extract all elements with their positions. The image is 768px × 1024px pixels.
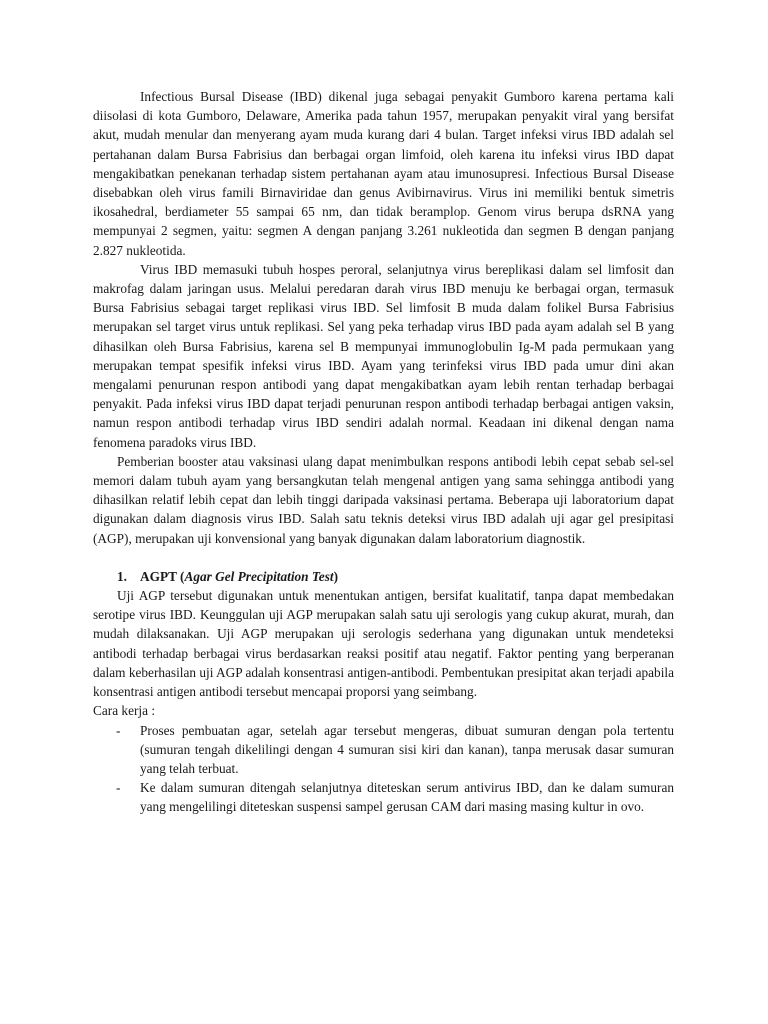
section-title-italic: Agar Gel Precipitation Test: [184, 568, 334, 584]
paragraph-ibd-infection: Virus IBD memasuki tubuh hospes peroral, selanjutnya virus bereplikasi dalam sel limfosit dan makrofag dalam jaringan usus. Melalui peredaran darah virus IBD menuju ke berbagai organ, termasuk Bursa Fabrisius sebagai target replikasi virus IBD. Sel limfosit B muda dalam folikel Bursa Fabrisius merupakan sel target virus untuk replikasi. Sel yang peka terhadap virus IBD pada ayam adalah sel B yang dihasilkan oleh Bursa Fabrisius, karena sel B mempunyai immunoglobulin Ig-M pada permukaan yang merupakan tempat spesifik infeksi virus IBD. Ayam yang terinfeksi virus IBD pada umur dini akan mengalami penurunan respon antibodi yang dapat mengakibatkan ayam lebih rentan terhadap berbagai penyakit. Pada infeksi virus IBD dapat terjadi penurunan respon antibodi terhadap berbagai antigen vaksin, namun respon antibodi terhadap virus IBD sendiri adalah normal. Keadaan ini dikenal dengan nama fenomena paradoks virus IBD.: [93, 261, 674, 450]
list-item-text: Ke dalam sumuran ditengah selanjutnya diteteskan serum antivirus IBD, dan ke dalam sumuran yang mengelilingi diteteskan suspensi sampel gerusan CAM dari masing masing kultur in ovo.: [140, 780, 674, 815]
section-title-open: (: [176, 568, 185, 584]
procedure-label: Cara kerja :: [93, 703, 156, 719]
list-item: [93, 778, 674, 816]
list-item: [93, 721, 674, 779]
spacer: [93, 548, 674, 567]
section-title: AGPT: [140, 568, 177, 584]
paragraph-ibd-intro: Infectious Bursal Disease (IBD) dikenal juga sebagai penyakit Gumboro karena pertama kali diisolasi di kota Gumboro, Delaware, Amerika pada tahun 1957, merupakan penyakit viral yang bersifat akut, mudah menular dan menyerang ayam muda kurang dari 4 bulan. Target infeksi virus IBD adalah sel pertahanan dalam Bursa Fabrisius dan berbagai organ limfoid, oleh karena itu infeksi virus IBD dapat mengakibatkan penekanan terhadap sistem pertahanan ayam atau imunosupresi. Infectious Bursal Disease disebabkan oleh virus famili Birnaviridae dan genus Avibirnavirus. Virus ini memiliki bentuk simetris ikosahedral, berdiameter 55 sampai 65 nm, dan tidak beramplop. Genom virus berupa dsRNA yang mempunyai 2 segmen, yaitu: segmen A dengan panjang 3.261 nukleotida dan segmen B dengan panjang 2.827 nukleotida.: [93, 89, 674, 258]
paragraph-booster: Pemberian booster atau vaksinasi ulang dapat menimbulkan respons antibodi lebih cepat sebab sel-sel memori dalam tubuh ayam yang bersangkutan telah mengenal antigen yang sama sehingga antibodi yang dihasilkan relatif lebih cepat dan lebih tinggi daripada vaksinasi pertama. Beberapa uji laboratorium dapat digunakan dalam diagnosis virus IBD. Salah satu teknis deteksi virus IBD adalah uji agar gel presipitasi (AGP), merupakan uji konvensional yang banyak digunakan dalam laboratorium diagnostik.: [93, 453, 674, 546]
section-number: 1.: [117, 568, 127, 584]
list-bullet: -: [116, 780, 121, 796]
document-page: [93, 87, 674, 817]
paragraph-agp: Uji AGP tersebut digunakan untuk menentukan antigen, bersifat kualitatif, tanpa dapat membedakan serotipe virus IBD. Keunggulan uji AGP merupakan salah satu uji serologis yang cukup akurat, murah, dan mudah dilaksanakan. Uji AGP merupakan uji serologis sederhana yang digunakan untuk mendeteksi antibodi terhadap berbagai virus berdasarkan reaksi positif atau negatif. Faktor penting yang berperanan dalam keberhasilan uji AGP adalah konsentrasi antigen-antibodi. Pembentukan presipitat akan terjadi apabila konsentrasi antigen antibodi tersebut mencapai proporsi yang seimbang.: [93, 588, 674, 700]
list-item-text: Proses pembuatan agar, setelah agar tersebut mengeras, dibuat sumuran dengan pola tertentu (sumuran tengah dikelilingi dengan 4 sumuran sisi kiri dan kanan), tanpa merusak dasar sumuran yang telah terbuat.: [140, 722, 674, 776]
list-bullet: -: [116, 722, 121, 738]
section-heading: [93, 567, 674, 586]
section-title-close: ): [333, 568, 339, 584]
